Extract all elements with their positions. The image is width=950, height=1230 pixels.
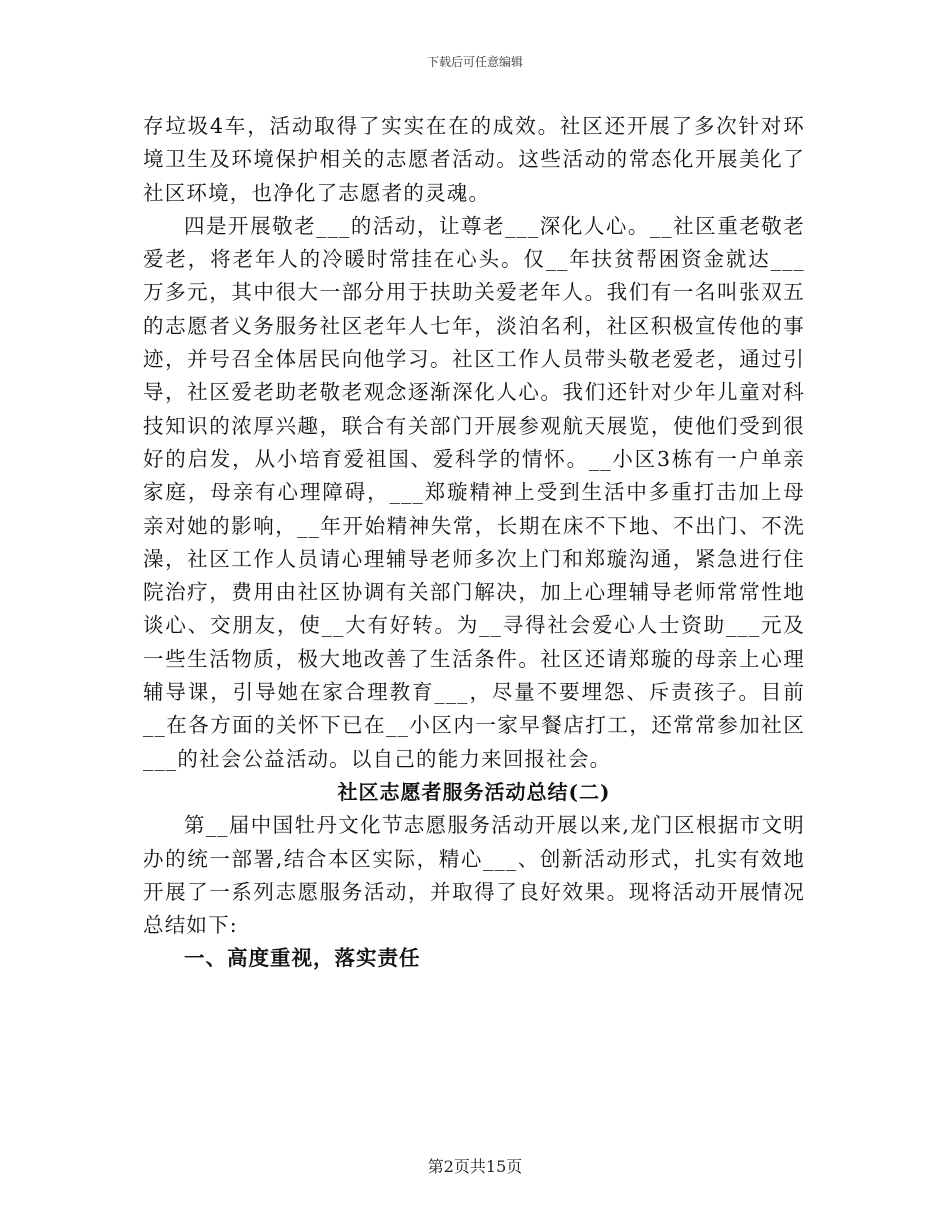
document-body: [143, 110, 805, 976]
paragraph-respect-elderly: 四是开展敬老___的活动，让尊老___深化人心。__社区重老敬老爱老，将老年人的冷暖时常挂在心头。仅__年扶贫帮困资金就达___万多元，其中很大一部分用于扶助关爱老年人。我们有一名叫张双五的志愿者义务服务社区老年人七年，淡泊名利，社区积极宣传他的事迹，并号召全体居民向他学习。社区工作人员带头敬老爱老，通过引导，社区爱老助老敬老观念逐渐深化人心。我们还针对少年儿童对科技知识的浓厚兴趣，联合有关部门开展参观航天展览，使他们受到很好的启发，从小培育爱祖国、爱科学的情怀。__小区3栋有一户单亲家庭，母亲有心理障碍，___郑璇精神上受到生活中多重打击加上母亲对她的影响，__年开始精神失常，长期在床不下地、不出门、不洗澡，社区工作人员请心理辅导老师多次上门和郑璇沟通，紧急进行住院治疗，费用由社区协调有关部门解决，加上心理辅导老师常常性地谈心、交朋友，使__大有好转。为__寻得社会爱心人士资助___元及一些生活物质，极大地改善了生活条件。社区还请郑璇的母亲上心理辅导课，引导她在家合理教育___，尽量不要埋怨、斥责孩子。目前__在各方面的关怀下已在__小区内一家早餐店打工，还常常参加社区___的社会公益活动。以自己的能力来回报社会。: [143, 213, 805, 771]
paragraph-intro: 第__届中国牡丹文化节志愿服务活动开展以来,龙门区根据市文明办的统一部署,结合本区实际，精心___、创新活动形式，扎实有效地开展了一系列志愿服务活动，并取得了良好效果。现将活动开展情况总结如下:: [143, 813, 805, 938]
paragraph-continued: 存垃圾4车，活动取得了实实在在的成效。社区还开展了多次针对环境卫生及环境保护相关的志愿者活动。这些活动的常态化开展美化了社区环境，也净化了志愿者的灵魂。: [143, 114, 805, 205]
heading-level-1: 一、高度重视，落实责任: [184, 946, 421, 971]
section-title: 社区志愿者服务活动总结(二): [337, 779, 611, 804]
page-header: 下载后可任意编辑: [426, 55, 523, 69]
page-footer: 第2页共15页: [427, 1157, 523, 1176]
